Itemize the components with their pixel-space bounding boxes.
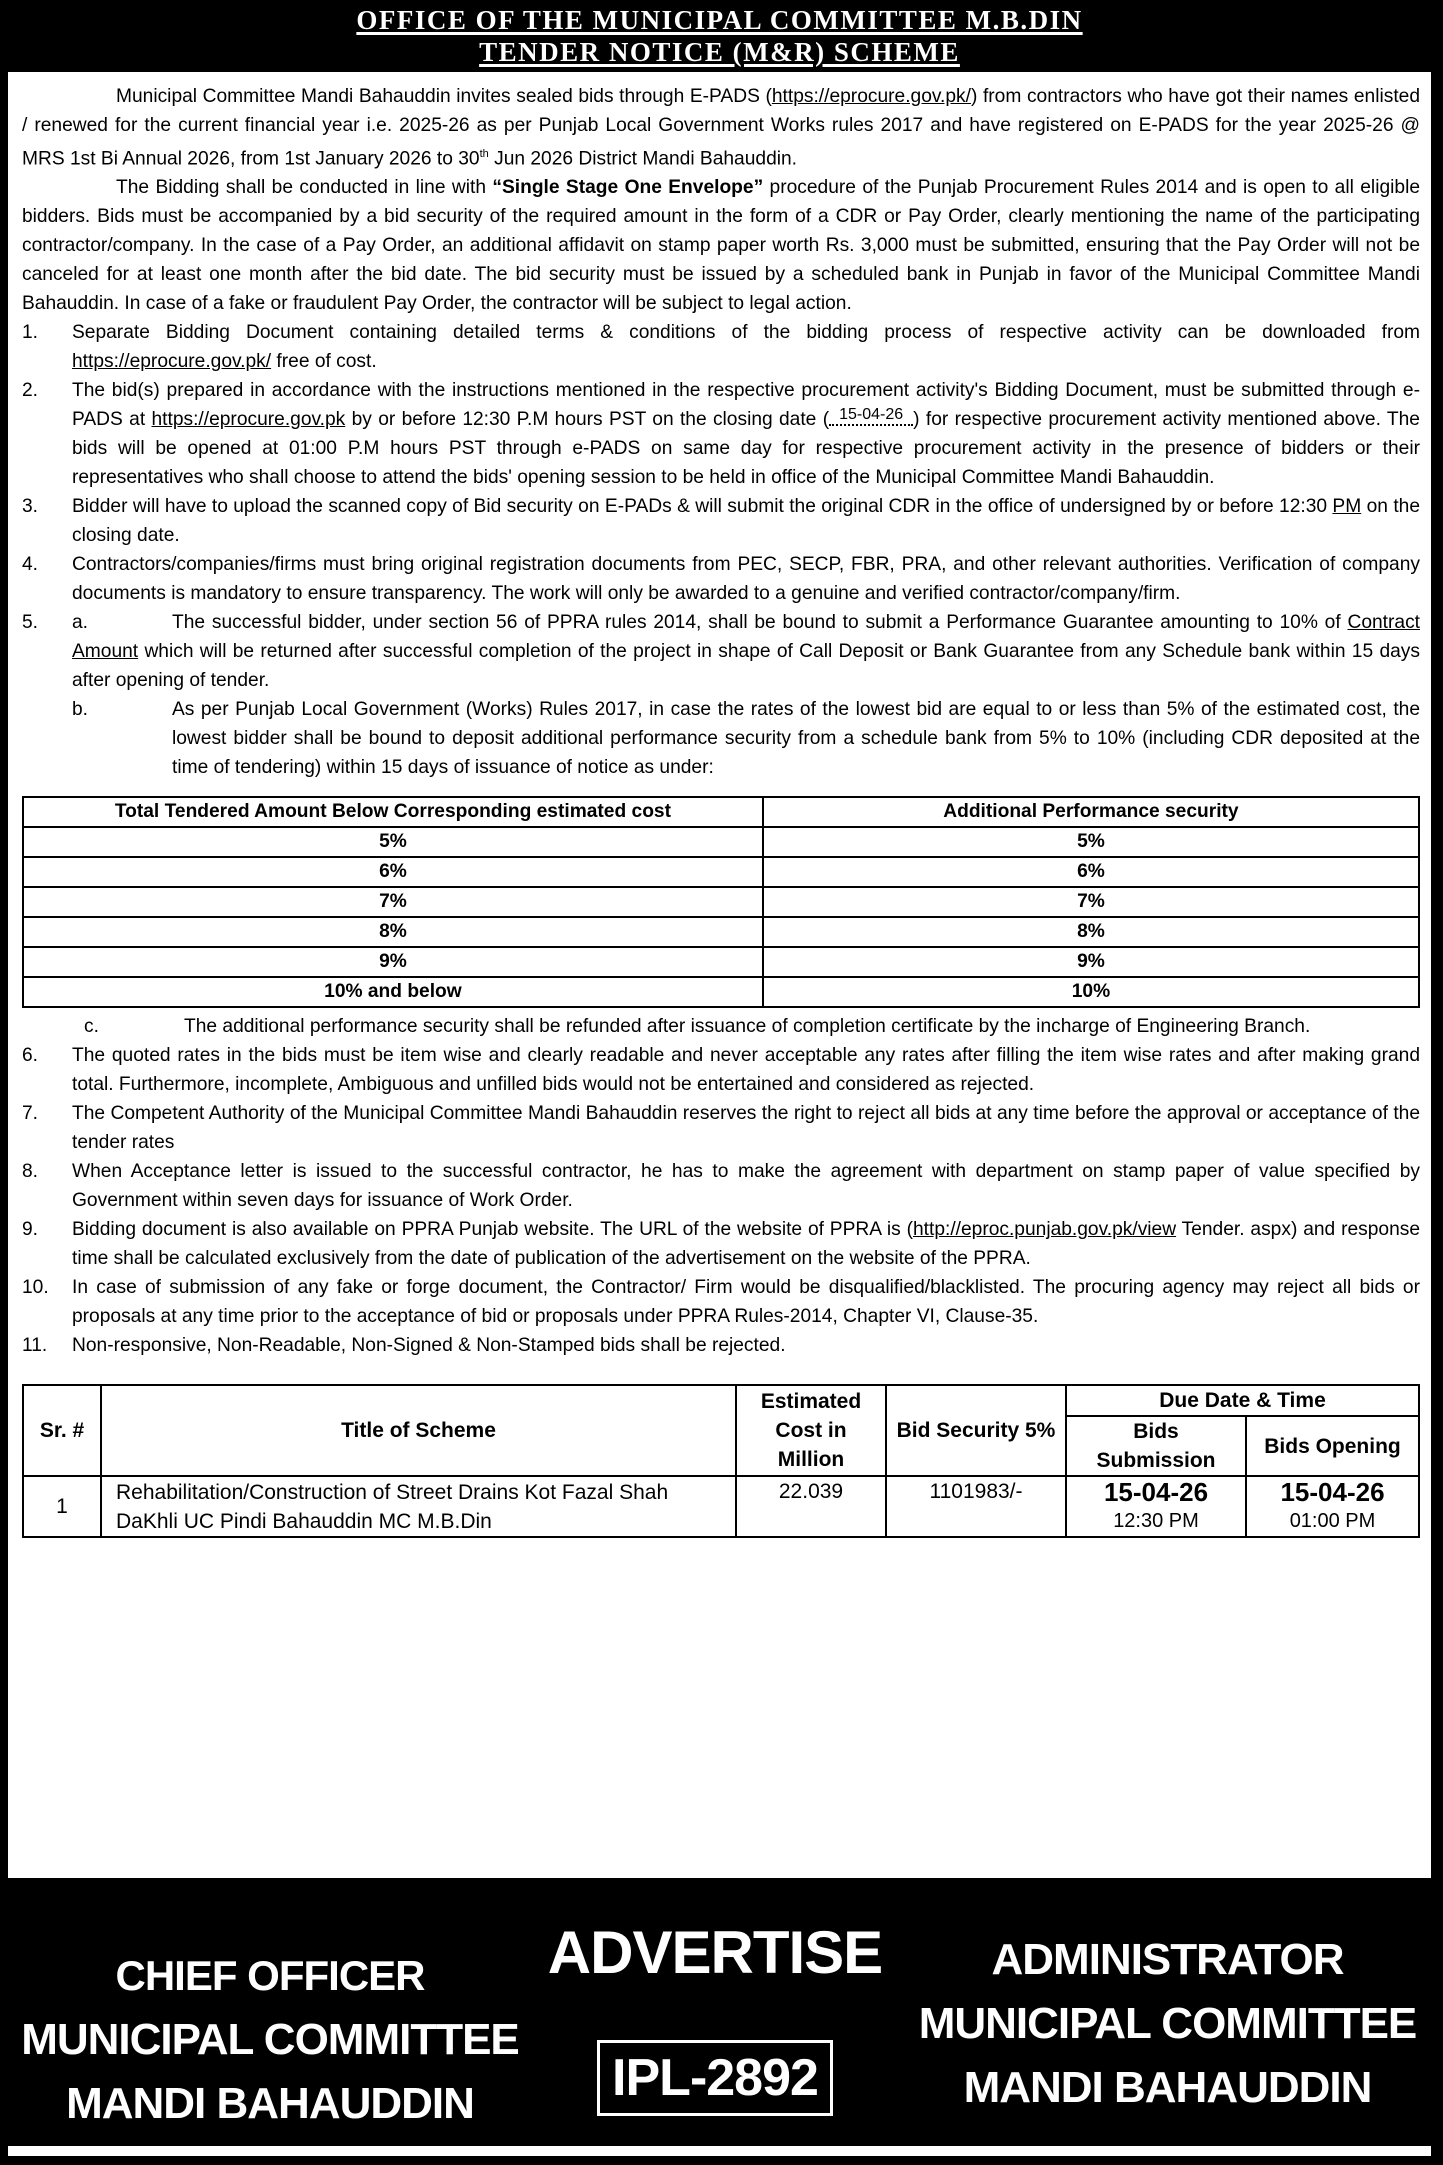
- item-text: [72, 608, 1420, 695]
- office-title: OFFICE OF THE MUNICIPAL COMMITTEE M.B.DIN: [356, 5, 1083, 35]
- table-cell: 10% and below: [23, 977, 763, 1007]
- intro-text: Jun 2026 District Mandi Bahauddin.: [488, 148, 798, 170]
- list-item-5b: [22, 695, 1420, 782]
- item-text-part: on the closing date.: [72, 496, 1420, 547]
- item-text-part: The successful bidder, under section 56 of PPRA rules 2014, shall be bound to submit a Performance Guarantee amounting to 10% of: [172, 612, 1348, 634]
- closing-date: 15-04-26: [829, 406, 913, 426]
- ipl-code-badge: IPL-2892: [597, 2040, 833, 2116]
- item-text: Contractors/companies/firms must bring original registration documents from PEC, SECP, FBR, PRA, and other relevant authorities. Verification of company documents is mandatory to ensure transparency. The work will only be awarded to a genuine and verified contractor/company/firm.: [72, 554, 1420, 605]
- list-item-11: [22, 1331, 1420, 1360]
- list-item-6: [22, 1041, 1420, 1099]
- opening-date: 15-04-26: [1280, 1477, 1385, 1508]
- table-cell: 8%: [763, 917, 1419, 947]
- item-text: [72, 1215, 1420, 1273]
- table-cell: 9%: [763, 947, 1419, 977]
- intro-text: Municipal Committee Mandi Bahauddin invites sealed bids through E-PADS (: [116, 86, 772, 107]
- table-header-row: [23, 797, 1419, 827]
- table-row: [23, 977, 1419, 1007]
- list-item-10: [22, 1273, 1420, 1331]
- column-header-due: Due Date & Time: [1066, 1385, 1419, 1416]
- item-text-part: which will be returned after successful completion of the project in shape of Call Deposit or Bank Guarantee from any Schedule bank within 15 days after opening of tender.: [72, 641, 1420, 692]
- list-item-8: [22, 1157, 1420, 1215]
- submission-cell: [1066, 1476, 1246, 1537]
- advertise-label: ADVERTISE: [547, 1919, 883, 1986]
- table-row: [23, 1476, 1419, 1537]
- sub-item-label: c.: [84, 1016, 99, 1038]
- table-header-row: [23, 1385, 1419, 1416]
- item-text: The quoted rates in the bids must be item wise and clearly readable and never acceptable any rates after filling the item wise rates and after making grand total. Furthermore, incomplete, Ambiguous and unfilled bids would not be entertained and considered as rejected.: [72, 1045, 1420, 1096]
- intro-paragraph-2: [22, 173, 1420, 318]
- item-number: 1.: [22, 322, 39, 344]
- item-text: [72, 492, 1420, 550]
- signature-line: MANDI BAHAUDDIN: [66, 2079, 474, 2128]
- item-text-part: Contract Amount: [72, 612, 1420, 663]
- list-item-5c: [22, 1012, 1420, 1041]
- column-header-sr: Sr. #: [23, 1385, 101, 1476]
- performance-security-table: [22, 796, 1420, 1008]
- item-number: 6.: [22, 1045, 39, 1067]
- advertise-block: [530, 1918, 900, 2116]
- item-number: 3.: [22, 496, 39, 518]
- item-text: In case of submission of any fake or forge document, the Contractor/ Firm would be disqualified/blacklisted. The procuring agency may reject all bids or proposals at any time prior to the acceptance of bid or proposals under PPRA Rules-2014, Chapter VI, Clause-35.: [72, 1277, 1420, 1328]
- intro-text: procedure of the Punjab Procurement Rules 2014 and is open to all eligible bidders. Bids must be accompanied by a bid security of the required amount in the form of a CDR or Pay Order, clearly mentioning the name of the participating contractor/company. In the case of a Pay Order, an additional affidavit on stamp paper worth Rs. 3,000 must be submitted, ensuring that the Pay Order will not be canceled for at least one month after the bid date. The bid security must be issued by a scheduled bank in Punjab in favor of the Municipal Committee Mandi Bahauddin. In case of a fake or fraudulent Pay Order, the contractor will be subject to legal action.: [22, 177, 1421, 315]
- security-cell: 1101983/-: [886, 1476, 1066, 1537]
- signature-line: ADMINISTRATOR: [991, 1935, 1344, 1984]
- item-text-part: Tender. aspx) and response time shall be calculated exclusively from the date of publication of the advertisement on the website of the PPRA.: [72, 1219, 1421, 1270]
- scheme-title-cell: Rehabilitation/Construction of Street Drains Kot Fazal Shah DaKhli UC Pindi Bahauddin MC M.B.Din: [101, 1476, 736, 1537]
- list-item-1: [22, 318, 1420, 376]
- list-item-5a: [22, 608, 1420, 695]
- item-number: 8.: [22, 1161, 39, 1183]
- submission-time: 12:30 PM: [1113, 1510, 1199, 1533]
- table-cell: 7%: [763, 887, 1419, 917]
- item-number: 2.: [22, 380, 39, 402]
- sub-item-label: a.: [72, 612, 89, 634]
- item-number: 10.: [22, 1277, 49, 1299]
- table-cell: 6%: [23, 857, 763, 887]
- table-row: [23, 947, 1419, 977]
- table-cell: 5%: [763, 827, 1419, 857]
- list-item-2: [22, 376, 1420, 492]
- column-header-opening: Bids Opening: [1246, 1416, 1419, 1476]
- item-text: Non-responsive, Non-Readable, Non-Signed & Non-Stamped bids shall be rejected.: [72, 1335, 786, 1357]
- eprocure-link[interactable]: https://eprocure.gov.pk/: [771, 86, 971, 107]
- table-cell: 7%: [23, 887, 763, 917]
- item-text-part: PM: [1332, 496, 1362, 518]
- opening-time: 01:00 PM: [1289, 1510, 1376, 1533]
- item-text: As per Punjab Local Government (Works) Rules 2017, in case the rates of the lowest bid are equal to or less than 5% of the estimated cost, the lowest bidder shall be bound to deposit additional performance security from a schedule bank from 5% to 10% (including CDR deposited at the time of tendering) within 15 days of issuance of notice as under:: [172, 699, 1420, 779]
- signature-line: CHIEF OFFICER: [115, 1952, 425, 1999]
- item-text-part: The additional performance security shall be refunded after issuance of completion certificate by the incharge of Engineering Branch.: [184, 1016, 1311, 1038]
- list-item-9: [22, 1215, 1420, 1273]
- item-number: 7.: [22, 1103, 39, 1125]
- item-text-part: Separate Bidding Document containing detailed terms & conditions of the bidding process of respective activity can be downloaded from: [72, 322, 1420, 344]
- scheme-table: [22, 1384, 1420, 1538]
- column-header: Additional Performance security: [763, 797, 1419, 827]
- item-number: 5.: [22, 612, 39, 634]
- intro-text: The Bidding shall be conducted in line with: [116, 177, 493, 199]
- item-text-part: free of cost.: [271, 351, 377, 373]
- table-row: [23, 917, 1419, 947]
- notice-title: TENDER NOTICE (M&R) SCHEME: [479, 37, 960, 67]
- chief-officer-signature: [0, 1944, 540, 2136]
- list-item-3: [22, 492, 1420, 550]
- notice-header: [8, 0, 1431, 72]
- signature-line: MANDI BAHAUDDIN: [963, 2063, 1372, 2112]
- opening-cell: [1246, 1476, 1419, 1537]
- table-cell: 5%: [23, 827, 763, 857]
- column-header-submission: Bids Submission: [1066, 1416, 1246, 1476]
- table-cell: 6%: [763, 857, 1419, 887]
- eprocure-link[interactable]: https://eprocure.gov.pk: [151, 409, 346, 431]
- column-header-cost: Estimated Cost in Million: [736, 1385, 886, 1476]
- footer-divider: [8, 2146, 1431, 2156]
- item-number: 9.: [22, 1219, 39, 1241]
- eprocure-link[interactable]: https://eprocure.gov.pk/: [72, 351, 272, 373]
- column-header-title: Title of Scheme: [101, 1385, 736, 1476]
- item-number: 4.: [22, 554, 39, 576]
- item-text: [72, 318, 1420, 376]
- item-text-part: Bidding document is also available on PPRA Punjab website. The URL of the website of PPRA is (: [72, 1219, 913, 1241]
- intro-paragraph-1: [22, 82, 1420, 173]
- administrator-signature: [900, 1928, 1435, 2120]
- cost-cell: 22.039: [736, 1476, 886, 1537]
- signature-line: MUNICIPAL COMMITTEE: [918, 1999, 1417, 2048]
- item-text-part: The bid(s) prepared in accordance with the instructions mentioned in the respective procurement activity's Bidding Document, must be submitted through e-PADS at: [72, 380, 1420, 431]
- list-item-7: [22, 1099, 1420, 1157]
- table-cell: 8%: [23, 917, 763, 947]
- table-row: [23, 827, 1419, 857]
- column-header-security: Bid Security 5%: [886, 1385, 1066, 1476]
- submission-date: 15-04-26: [1103, 1477, 1209, 1508]
- item-text-part: ) for respective procurement activity mentioned above. The bids will be opened at 01:00 P.M hours PST through e-PADS on same day for respective procurement activity in the presence of bidders or their representatives who shall choose to attend the bids' opening session to be held in office of the Municipal Committee Mandi Bahauddin.: [72, 409, 1420, 489]
- procedure-name: “Single Stage One Envelope”: [492, 177, 764, 199]
- item-text-part: Bidder will have to upload the scanned copy of Bid security on E-PADs & will submit the original CDR in the office of undersigned by or before 12:30: [72, 496, 1333, 518]
- list-item-4: [22, 550, 1420, 608]
- column-header: Total Tendered Amount Below Corresponding estimated cost: [23, 797, 763, 827]
- intro-text: ) from contractors who have got their names enlisted / renewed for the current financial year i.e. 2025-26 as per Punjab Local Government Works rules 2017 and have registered on E-PADS for the year 2025-26 @ MRS 1st Bi Annual 2026, from 1st January 2026 to 30: [22, 86, 1420, 170]
- table-row: [23, 887, 1419, 917]
- item-text: [84, 1012, 1420, 1041]
- item-number: 11.: [22, 1335, 48, 1357]
- superscript: th: [479, 148, 489, 160]
- sub-item-label: b.: [72, 699, 89, 721]
- table-cell: 9%: [23, 947, 763, 977]
- item-text: [72, 376, 1420, 492]
- ppra-link[interactable]: http://eproc.punjab.gov.pk/view: [912, 1219, 1177, 1241]
- item-text: When Acceptance letter is issued to the successful contractor, he has to make the agreement with department on stamp paper of value specified by Government within seven days for issuance of Work Order.: [72, 1161, 1420, 1212]
- item-text-part: by or before 12:30 P.M hours PST on the closing date (: [345, 409, 830, 431]
- signature-line: MUNICIPAL COMMITTEE: [21, 2015, 519, 2064]
- sr-cell: 1: [23, 1476, 101, 1537]
- table-row: [23, 857, 1419, 887]
- item-text: The Competent Authority of the Municipal Committee Mandi Bahauddin reserves the right to reject all bids at any time before the approval or acceptance of the tender rates: [72, 1103, 1420, 1154]
- table-cell: 10%: [763, 977, 1419, 1007]
- notice-body: [8, 72, 1431, 1878]
- signature-footer: [0, 1878, 1443, 2165]
